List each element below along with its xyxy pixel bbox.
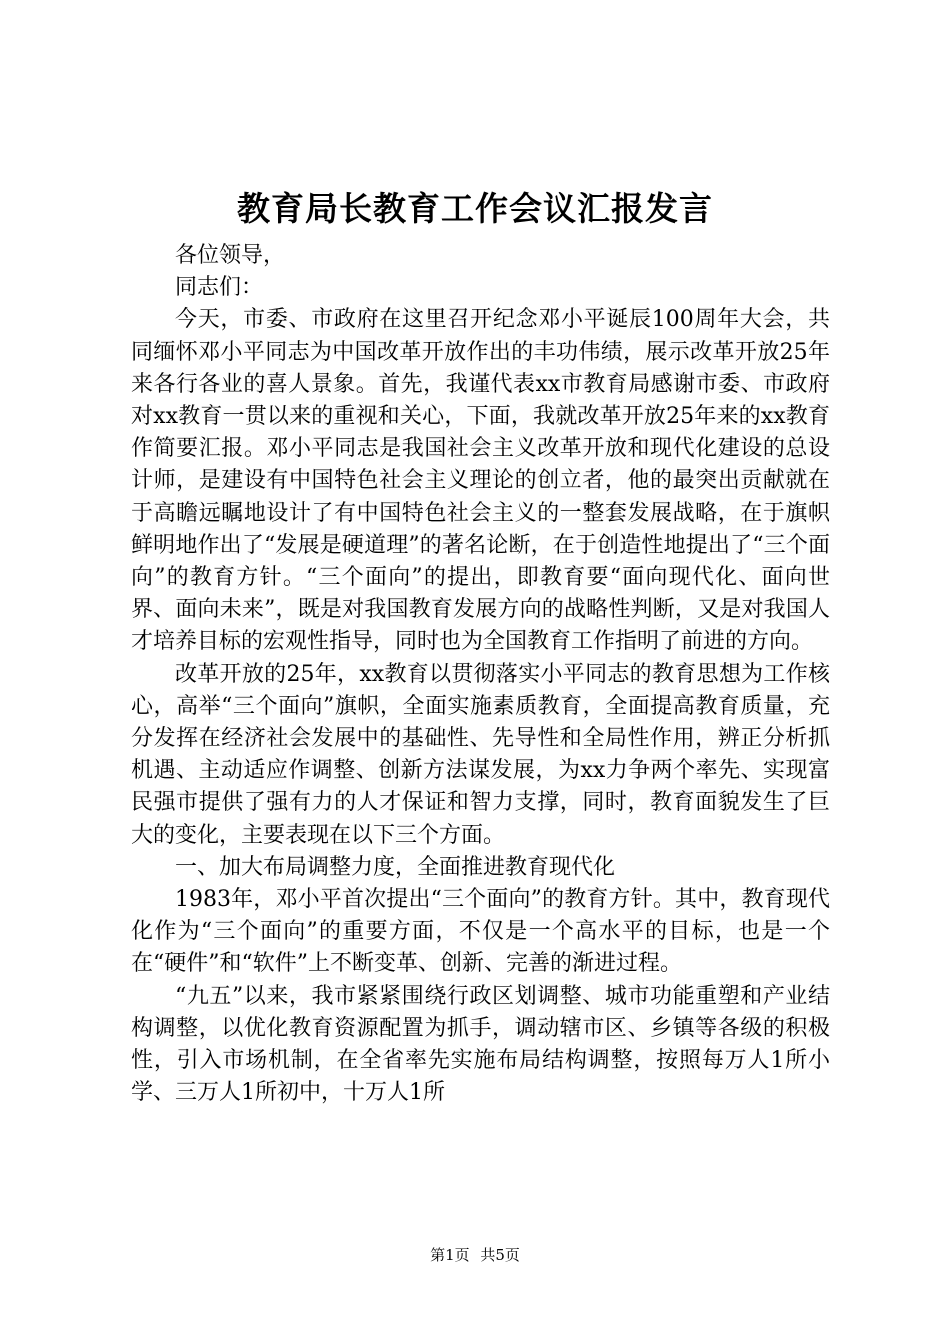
paragraph: 1983年，邓小平首次提出“三个面向”的教育方针。其中，教育现代化作为“三个面向”的重要方面，不仅是一个高水平的目标，也是一个在“硬件”和“软件”上不断变革、创新、完善的渐进过程。 [131,887,830,977]
paragraph: 改革开放的25年，xx教育以贯彻落实小平同志的教育思想为工作核心，高举“三个面向”旗帜，全面实施素质教育，全面提高教育质量，充分发挥在经济社会发展中的基础性、先导性和全局性作用，辨正分析抓机遇、主动适应作调整、创新方法谋发展，为xx力争两个率先、实现富民强市提供了强有力的人才保证和智力支撑，同时，教育面貌发生了巨大的变化，主要表现在以下三个方面。 [131,661,830,848]
page-total: 共5页 [480,1246,520,1264]
page-number: 第1页 [430,1246,470,1264]
document-body [131,240,830,1109]
document-title: 教育局长教育工作会议汇报发言 [237,189,713,228]
paragraph: “九五”以来，我市紧紧围绕行政区划调整、城市功能重塑和产业结构调整，以优化教育资源配置为抓手，调动辖市区、乡镇等各级的积极性，引入市场机制，在全省率先实施布局结构调整，按照每万人1所小学、三万人1所初中，十万人1所 [131,983,830,1106]
page-footer [0,1245,950,1265]
salutation-comrades: 同志们： [175,275,264,301]
salutation-leaders: 各位领导， [175,243,286,268]
paragraph: 今天，市委、市政府在这里召开纪念邓小平诞辰100周年大会，共同缅怀邓小平同志为中国改革开放作出的丰功伟绩，展示改革开放25年来各行各业的喜人景象。首先，我谨代表xx市教育局感谢市委、市政府对xx教育一贯以来的重视和关心，下面，我就改革开放25年来的xx教育作简要汇报。邓小平同志是我国社会主义改革开放和现代化建设的总设计师，是建设有中国特色社会主义理论的创立者，他的最突出贡献就在于高瞻远瞩地设计了有中国特色社会主义的一整套发展战略，在于旗帜鲜明地作出了“发展是硬道理”的著名论断，在于创造性地提出了“三个面向”的教育方针。“三个面向”的提出，即教育要“面向现代化、面向世界、面向未来”，既是对我国教育发展方向的战略性判断，又是对我国人才培养目标的宏观性指导，同时也为全国教育工作指明了前进的方向。 [131,307,830,655]
section-heading: 一、加大布局调整力度，全面推进教育现代化 [175,854,616,880]
